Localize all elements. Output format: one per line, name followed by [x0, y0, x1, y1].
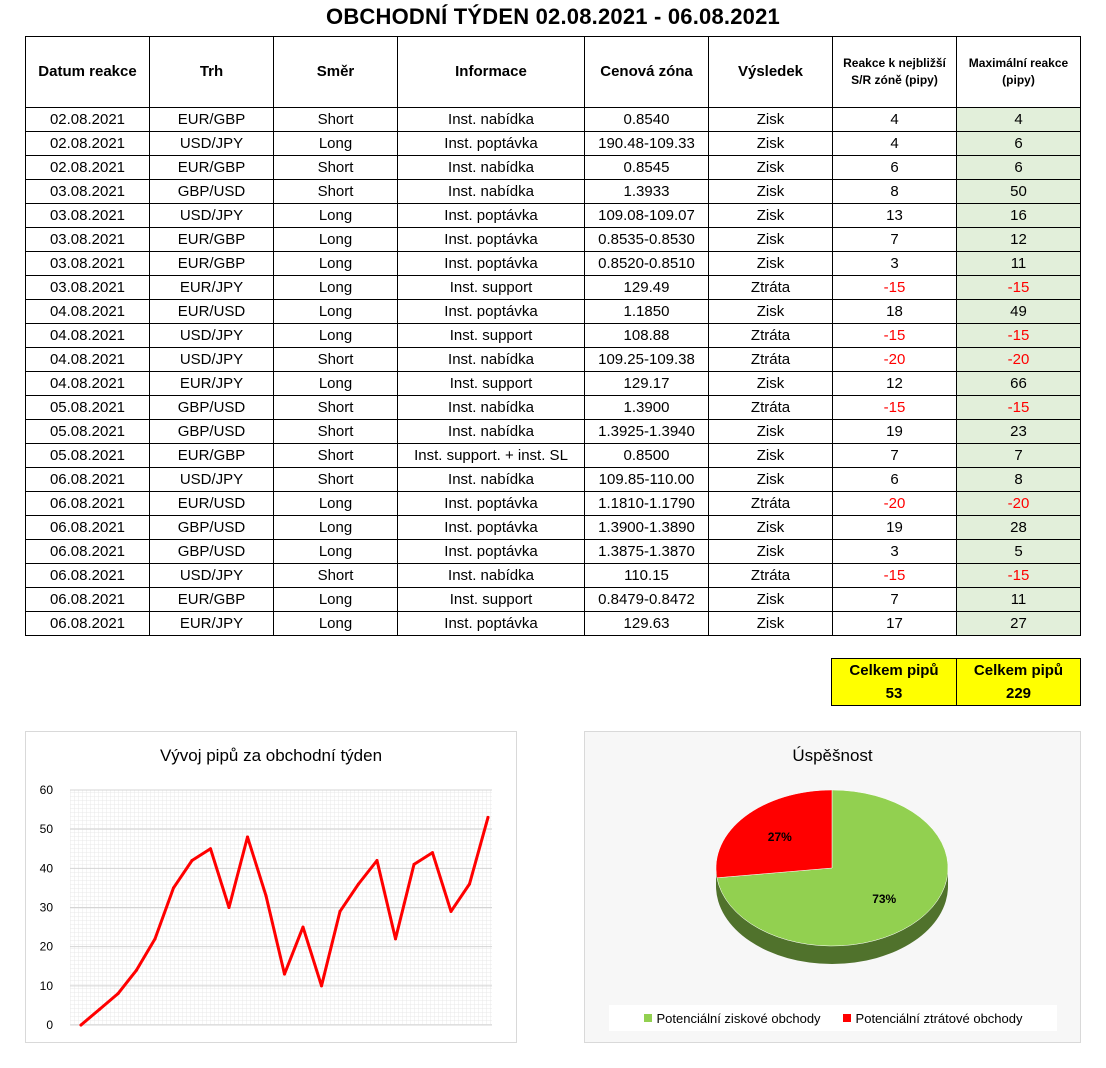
- legend-label-loss: Potenciální ztrátové obchody: [855, 1010, 1023, 1026]
- table-row: [26, 540, 1081, 564]
- table-row: [26, 300, 1081, 324]
- cell-date: 06.08.2021: [26, 612, 150, 636]
- cell-info: Inst. poptávka: [398, 132, 585, 156]
- pie-slice-label: 27%: [767, 830, 792, 845]
- cell-market: EUR/JPY: [150, 372, 274, 396]
- cell-direction: Short: [274, 156, 398, 180]
- cell-price-zone: 129.17: [585, 372, 709, 396]
- cell-result: Zisk: [709, 468, 833, 492]
- cell-direction: Long: [274, 252, 398, 276]
- cell-max-reaction: 4: [957, 108, 1081, 132]
- cell-info: Inst. support: [398, 372, 585, 396]
- cell-price-zone: 0.8535-0.8530: [585, 228, 709, 252]
- cell-result: Zisk: [709, 372, 833, 396]
- cell-result: Zisk: [709, 300, 833, 324]
- cell-market: EUR/GBP: [150, 588, 274, 612]
- data-point: [172, 886, 175, 889]
- cell-max-reaction: 6: [957, 132, 1081, 156]
- cell-market: USD/JPY: [150, 348, 274, 372]
- cell-date: 03.08.2021: [26, 204, 150, 228]
- cell-direction: Short: [274, 420, 398, 444]
- cell-result: Ztráta: [709, 348, 833, 372]
- y-tick-label: 30: [39, 900, 53, 915]
- cell-date: 02.08.2021: [26, 108, 150, 132]
- cell-info: Inst. support: [398, 588, 585, 612]
- cell-result: Zisk: [709, 516, 833, 540]
- cell-result: Ztráta: [709, 276, 833, 300]
- data-point: [320, 984, 323, 987]
- y-tick-label: 0: [46, 1018, 53, 1032]
- cell-info: Inst. support: [398, 324, 585, 348]
- cell-price-zone: 0.8520-0.8510: [585, 252, 709, 276]
- cell-market: EUR/USD: [150, 492, 274, 516]
- table-row: [26, 396, 1081, 420]
- cell-sr-reaction: -15: [833, 276, 957, 300]
- cell-sr-reaction: 4: [833, 108, 957, 132]
- cell-max-reaction: 49: [957, 300, 1081, 324]
- cell-market: EUR/GBP: [150, 252, 274, 276]
- cell-market: EUR/USD: [150, 300, 274, 324]
- cell-price-zone: 0.8500: [585, 444, 709, 468]
- data-point: [154, 937, 157, 940]
- cell-date: 04.08.2021: [26, 300, 150, 324]
- cell-max-reaction: 12: [957, 228, 1081, 252]
- cell-max-reaction: 5: [957, 540, 1081, 564]
- cell-market: GBP/USD: [150, 420, 274, 444]
- cell-market: USD/JPY: [150, 204, 274, 228]
- cell-direction: Long: [274, 324, 398, 348]
- cell-sr-reaction: 13: [833, 204, 957, 228]
- cell-max-reaction: -15: [957, 564, 1081, 588]
- cell-sr-reaction: -15: [833, 564, 957, 588]
- table-row: [26, 252, 1081, 276]
- cell-market: EUR/GBP: [150, 444, 274, 468]
- cell-market: USD/JPY: [150, 132, 274, 156]
- cell-price-zone: 108.88: [585, 324, 709, 348]
- total-pips-max-label: Celkem pipů: [973, 662, 1064, 679]
- cell-info: Inst. nabídka: [398, 156, 585, 180]
- cell-date: 04.08.2021: [26, 372, 150, 396]
- cell-info: Inst. nabídka: [398, 468, 585, 492]
- cell-date: 03.08.2021: [26, 180, 150, 204]
- cell-result: Zisk: [709, 420, 833, 444]
- cell-price-zone: 190.48-109.33: [585, 132, 709, 156]
- cell-market: GBP/USD: [150, 516, 274, 540]
- header-info: Informace: [398, 37, 585, 108]
- cell-result: Ztráta: [709, 396, 833, 420]
- cell-date: 05.08.2021: [26, 396, 150, 420]
- cell-direction: Short: [274, 444, 398, 468]
- pie-chart: [585, 732, 1080, 1042]
- cell-direction: Long: [274, 228, 398, 252]
- legend-swatch-loss: [843, 1014, 851, 1022]
- cell-market: GBP/USD: [150, 180, 274, 204]
- cell-sr-reaction: 19: [833, 516, 957, 540]
- cell-max-reaction: -15: [957, 276, 1081, 300]
- data-point: [376, 859, 379, 862]
- cell-date: 03.08.2021: [26, 276, 150, 300]
- data-point: [394, 937, 397, 940]
- y-tick-labels: [40, 783, 54, 1032]
- cell-date: 03.08.2021: [26, 228, 150, 252]
- cell-max-reaction: 50: [957, 180, 1081, 204]
- cell-direction: Long: [274, 132, 398, 156]
- table-row: [26, 204, 1081, 228]
- cell-price-zone: 0.8479-0.8472: [585, 588, 709, 612]
- cell-price-zone: 110.15: [585, 564, 709, 588]
- total-pips-sr-value: 53: [885, 685, 903, 702]
- total-pips-max-box: [956, 658, 1081, 706]
- line-chart: [26, 732, 516, 1042]
- data-point: [117, 992, 120, 995]
- cell-max-reaction: 27: [957, 612, 1081, 636]
- cell-result: Ztráta: [709, 492, 833, 516]
- cell-date: 04.08.2021: [26, 324, 150, 348]
- cell-date: 02.08.2021: [26, 156, 150, 180]
- cell-info: Inst. poptávka: [398, 612, 585, 636]
- data-point: [468, 883, 471, 886]
- pie-slices: [716, 790, 948, 946]
- cell-market: EUR/GBP: [150, 156, 274, 180]
- cell-max-reaction: 7: [957, 444, 1081, 468]
- cell-sr-reaction: -15: [833, 324, 957, 348]
- cell-price-zone: 109.85-110.00: [585, 468, 709, 492]
- cell-result: Zisk: [709, 612, 833, 636]
- cell-market: USD/JPY: [150, 468, 274, 492]
- data-point: [209, 847, 212, 850]
- data-point: [357, 883, 360, 886]
- y-tick-label: 10: [39, 978, 53, 993]
- trades-table: [25, 36, 1081, 636]
- cell-direction: Short: [274, 180, 398, 204]
- table-row: [26, 108, 1081, 132]
- total-pips-max-value: 229: [1005, 685, 1032, 702]
- cell-date: 06.08.2021: [26, 492, 150, 516]
- cell-price-zone: 129.49: [585, 276, 709, 300]
- cell-direction: Long: [274, 516, 398, 540]
- cell-max-reaction: 16: [957, 204, 1081, 228]
- cell-max-reaction: 8: [957, 468, 1081, 492]
- cell-price-zone: 1.3925-1.3940: [585, 420, 709, 444]
- cell-info: Inst. poptávka: [398, 516, 585, 540]
- cell-sr-reaction: 4: [833, 132, 957, 156]
- cell-direction: Short: [274, 348, 398, 372]
- table-row: [26, 420, 1081, 444]
- cell-result: Zisk: [709, 228, 833, 252]
- cell-market: GBP/USD: [150, 396, 274, 420]
- cell-date: 03.08.2021: [26, 252, 150, 276]
- data-point: [487, 816, 490, 819]
- cell-date: 06.08.2021: [26, 540, 150, 564]
- cell-result: Zisk: [709, 108, 833, 132]
- data-point: [283, 973, 286, 976]
- cell-price-zone: 0.8545: [585, 156, 709, 180]
- cell-price-zone: 1.3933: [585, 180, 709, 204]
- cell-market: EUR/JPY: [150, 612, 274, 636]
- cell-sr-reaction: 7: [833, 444, 957, 468]
- cell-result: Zisk: [709, 156, 833, 180]
- cell-market: GBP/USD: [150, 540, 274, 564]
- cell-sr-reaction: 7: [833, 228, 957, 252]
- cell-market: EUR/GBP: [150, 228, 274, 252]
- cell-result: Ztráta: [709, 324, 833, 348]
- cell-date: 05.08.2021: [26, 420, 150, 444]
- header-direction: Směr: [274, 37, 398, 108]
- header-date: Datum reakce: [26, 37, 150, 108]
- table-row: [26, 276, 1081, 300]
- header-max-reaction: Maximální reakce (pipy): [957, 37, 1081, 108]
- data-point: [431, 851, 434, 854]
- cell-sr-reaction: 7: [833, 588, 957, 612]
- cell-result: Zisk: [709, 252, 833, 276]
- cell-result: Zisk: [709, 180, 833, 204]
- cell-info: Inst. poptávka: [398, 300, 585, 324]
- cell-date: 06.08.2021: [26, 516, 150, 540]
- data-point: [191, 859, 194, 862]
- header-market: Trh: [150, 37, 274, 108]
- table-body: [26, 108, 1081, 636]
- data-point: [135, 969, 138, 972]
- cell-max-reaction: 11: [957, 252, 1081, 276]
- cell-result: Zisk: [709, 588, 833, 612]
- cell-direction: Long: [274, 588, 398, 612]
- cell-result: Zisk: [709, 540, 833, 564]
- cell-sr-reaction: 18: [833, 300, 957, 324]
- cell-sr-reaction: 17: [833, 612, 957, 636]
- pie-chart-panel: [584, 731, 1081, 1043]
- table-row: [26, 492, 1081, 516]
- cell-sr-reaction: 19: [833, 420, 957, 444]
- table-row: [26, 228, 1081, 252]
- cell-direction: Long: [274, 492, 398, 516]
- cell-direction: Short: [274, 108, 398, 132]
- data-point: [98, 1008, 101, 1011]
- cell-direction: Short: [274, 468, 398, 492]
- header-price-zone: Cenová zóna: [585, 37, 709, 108]
- data-point: [450, 910, 453, 913]
- cell-direction: Long: [274, 612, 398, 636]
- cell-sr-reaction: 6: [833, 156, 957, 180]
- y-tick-label: 20: [39, 939, 53, 954]
- table-row: [26, 156, 1081, 180]
- cell-direction: Long: [274, 300, 398, 324]
- cell-sr-reaction: -20: [833, 492, 957, 516]
- cell-direction: Long: [274, 540, 398, 564]
- cell-max-reaction: -20: [957, 492, 1081, 516]
- table-row: [26, 180, 1081, 204]
- legend-label-profit: Potenciální ziskové obchody: [656, 1010, 821, 1026]
- cell-max-reaction: 28: [957, 516, 1081, 540]
- cell-sr-reaction: 3: [833, 252, 957, 276]
- header-result: Výsledek: [709, 37, 833, 108]
- cell-info: Inst. nabídka: [398, 180, 585, 204]
- cell-date: 04.08.2021: [26, 348, 150, 372]
- table-row: [26, 444, 1081, 468]
- cell-info: Inst. nabídka: [398, 396, 585, 420]
- data-point: [265, 894, 268, 897]
- table-row: [26, 516, 1081, 540]
- cell-market: EUR/GBP: [150, 108, 274, 132]
- line-chart-panel: [25, 731, 517, 1043]
- y-tick-label: 60: [39, 783, 53, 797]
- cell-market: USD/JPY: [150, 564, 274, 588]
- data-point: [413, 863, 416, 866]
- cell-price-zone: 1.3875-1.3870: [585, 540, 709, 564]
- cell-price-zone: 1.1810-1.1790: [585, 492, 709, 516]
- cell-date: 06.08.2021: [26, 564, 150, 588]
- data-point: [80, 1024, 83, 1027]
- cell-info: Inst. support. + inst. SL: [398, 444, 585, 468]
- cell-info: Inst. poptávka: [398, 492, 585, 516]
- cell-date: 06.08.2021: [26, 468, 150, 492]
- cell-max-reaction: 23: [957, 420, 1081, 444]
- cell-info: Inst. nabídka: [398, 348, 585, 372]
- data-point: [246, 836, 249, 839]
- cell-max-reaction: 66: [957, 372, 1081, 396]
- cell-info: Inst. poptávka: [398, 228, 585, 252]
- cell-max-reaction: -15: [957, 396, 1081, 420]
- cell-max-reaction: 11: [957, 588, 1081, 612]
- cell-price-zone: 109.25-109.38: [585, 348, 709, 372]
- cell-result: Zisk: [709, 132, 833, 156]
- y-tick-label: 50: [39, 822, 53, 837]
- cell-direction: Long: [274, 204, 398, 228]
- data-point: [339, 910, 342, 913]
- cell-price-zone: 1.1850: [585, 300, 709, 324]
- cell-direction: Long: [274, 276, 398, 300]
- cell-info: Inst. nabídka: [398, 564, 585, 588]
- total-pips-sr-label: Celkem pipů: [849, 662, 939, 679]
- cell-max-reaction: 6: [957, 156, 1081, 180]
- table-row: [26, 564, 1081, 588]
- cell-date: 06.08.2021: [26, 588, 150, 612]
- cell-direction: Long: [274, 372, 398, 396]
- cell-info: Inst. poptávka: [398, 252, 585, 276]
- table-header-row: [26, 37, 1081, 108]
- cell-sr-reaction: 8: [833, 180, 957, 204]
- table-row: [26, 588, 1081, 612]
- cell-info: Inst. support: [398, 276, 585, 300]
- cell-result: Ztráta: [709, 564, 833, 588]
- cell-info: Inst. nabídka: [398, 420, 585, 444]
- cell-sr-reaction: -15: [833, 396, 957, 420]
- table-row: [26, 612, 1081, 636]
- cell-max-reaction: -20: [957, 348, 1081, 372]
- cell-result: Zisk: [709, 204, 833, 228]
- header-sr-reaction: Reakce k nejbližší S/R zóně (pipy): [833, 37, 957, 108]
- cell-info: Inst. nabídka: [398, 108, 585, 132]
- cell-price-zone: 1.3900-1.3890: [585, 516, 709, 540]
- table-row: [26, 468, 1081, 492]
- pie-chart-title: Úspěšnost: [792, 746, 873, 765]
- cell-price-zone: 1.3900: [585, 396, 709, 420]
- cell-max-reaction: -15: [957, 324, 1081, 348]
- data-point: [228, 906, 231, 909]
- data-point: [302, 926, 305, 929]
- cell-market: EUR/JPY: [150, 276, 274, 300]
- pie-slice-label: 73%: [872, 891, 897, 906]
- cell-info: Inst. poptávka: [398, 204, 585, 228]
- table-row: [26, 324, 1081, 348]
- cell-date: 02.08.2021: [26, 132, 150, 156]
- pie-legend: [609, 1005, 1057, 1031]
- cell-price-zone: 129.63: [585, 612, 709, 636]
- cell-info: Inst. poptávka: [398, 540, 585, 564]
- cell-price-zone: 109.08-109.07: [585, 204, 709, 228]
- legend-swatch-profit: [644, 1014, 652, 1022]
- cell-sr-reaction: 3: [833, 540, 957, 564]
- cell-price-zone: 0.8540: [585, 108, 709, 132]
- table-row: [26, 372, 1081, 396]
- cell-direction: Short: [274, 564, 398, 588]
- cell-date: 05.08.2021: [26, 444, 150, 468]
- total-pips-sr-box: [831, 658, 957, 706]
- line-chart-title: Vývoj pipů za obchodní týden: [159, 746, 383, 765]
- table-row: [26, 132, 1081, 156]
- cell-sr-reaction: 6: [833, 468, 957, 492]
- y-tick-label: 40: [39, 861, 53, 876]
- table-row: [26, 348, 1081, 372]
- page-title: OBCHODNÍ TÝDEN 02.08.2021 - 06.08.2021: [326, 4, 780, 29]
- cell-sr-reaction: -20: [833, 348, 957, 372]
- cell-result: Zisk: [709, 444, 833, 468]
- cell-sr-reaction: 12: [833, 372, 957, 396]
- cell-market: USD/JPY: [150, 324, 274, 348]
- cell-direction: Short: [274, 396, 398, 420]
